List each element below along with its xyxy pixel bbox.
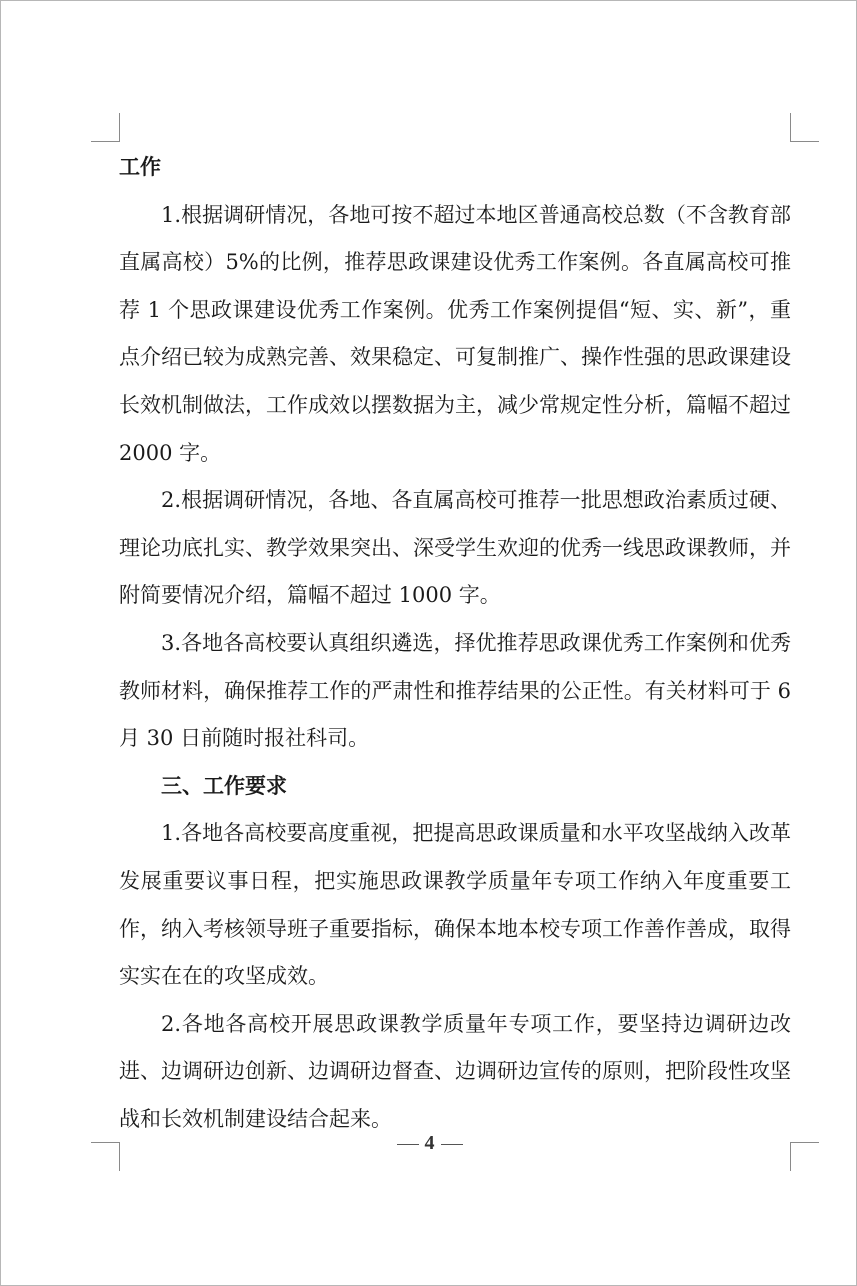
continued-heading: 工作 [119, 155, 161, 179]
crop-mark-top-left [91, 113, 120, 142]
paragraph-teacher-recommendation: 2.根据调研情况，各地、各直属高校可推荐一批思想政治素质过硬、理论功底扎实、教学效果突出、深受学生欢迎的优秀一线思政课教师，并附简要情况介绍，篇幅不超过 1000 字。 [119, 488, 791, 608]
crop-mark-top-right [790, 113, 819, 142]
paragraph-selection: 3.各地各高校要认真组织遴选，择优推荐思政课优秀工作案例和优秀教师材料，确保推荐工作的严肃性和推荐结果的公正性。有关材料可于 6 月 30 日前随时报社科司。 [119, 630, 791, 751]
document-body [119, 144, 791, 1143]
page-number-value: 4 [424, 1132, 435, 1154]
paragraph-case-recommendation: 1.根据调研情况，各地可按不超过本地区普通高校总数（不含教育部直属高校）5%的比例，推荐思政课建设优秀工作案例。各直属高校可推荐 1 个思政课建设优秀工作案例。优秀工作案例提倡“短、实、新”，重点介绍已较为成熟完善、效果稳定、可复制推广、操作性强的思政课建设长效机制做法，工作成效以摆数据为主，减少常规定性分析，篇幅不超过 2000 字。 [119, 202, 791, 465]
page-number-dash-right [441, 1144, 463, 1145]
section-heading-requirements: 三、工作要求 [161, 773, 287, 798]
paragraph-requirement-2: 2.各地各高校开展思政课教学质量年专项工作，要坚持边调研边改进、边调研边创新、边调研边督查、边调研边宣传的原则，把阶段性攻坚战和长效机制建设结合起来。 [119, 1011, 791, 1131]
paragraph-requirement-1: 1.各地各高校要高度重视，把提高思政课质量和水平攻坚战纳入改革发展重要议事日程，把实施思政课教学质量年专项工作纳入年度重要工作，纳入考核领导班子重要指标，确保本地本校专项工作善作善成，取得实实在在的攻坚成效。 [119, 821, 791, 989]
page-number [1, 1132, 857, 1155]
page-number-dash-left [397, 1144, 419, 1145]
